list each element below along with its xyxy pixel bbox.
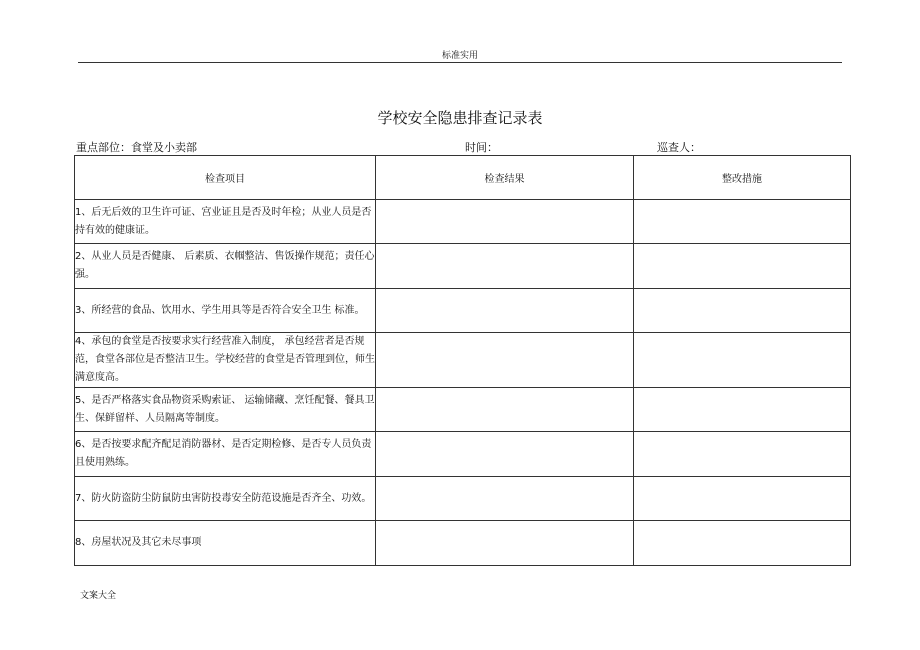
table-row (75, 477, 851, 521)
measure-cell[interactable] (634, 477, 851, 521)
measure-cell[interactable] (634, 388, 851, 432)
inspection-item: 2、从业人员是否健康、 后素质、衣帼整洁、售饭操作规范；责任心强。 (75, 244, 376, 289)
location-label: 重点部位：食堂及小卖部 (76, 141, 197, 154)
table-row (75, 289, 851, 333)
measure-cell[interactable] (634, 289, 851, 333)
inspection-item: 1、后无后效的卫生许可证、宫业证且是否及时年检；从业人员是否持有效的健康证。 (75, 200, 376, 244)
table-row (75, 333, 851, 388)
result-cell[interactable] (376, 244, 634, 289)
result-cell[interactable] (376, 521, 634, 566)
column-header-item: 检查项目 (75, 156, 376, 200)
table-row (75, 432, 851, 477)
result-cell[interactable] (376, 388, 634, 432)
table-row (75, 388, 851, 432)
inspection-item: 3、所经营的食品、饮用水、学生用具等是否符合安全卫生 标准。 (75, 289, 376, 333)
result-cell[interactable] (376, 432, 634, 477)
inspection-item: 5、是否严格落实食品物资采购索证、 运输储藏、烹饪配餐、餐具卫生、保鲜留样、人员隔离等制度。 (75, 388, 376, 432)
inspection-item: 6、是否按要求配齐配足消防器材、是否定期检修、是否专人员负责且使用熟练。 (75, 432, 376, 477)
page-footer: 文案大全 (80, 591, 117, 601)
column-header-measure: 整改措施 (634, 156, 851, 200)
inspection-item: 4、承包的食堂是否按要求实行经营准入制度， 承包经营者是否规范，食堂各部位是否整洁卫生。学校经营的食堂是否管理到位，师生满意度高。 (75, 333, 376, 388)
inspection-item: 7、防火防盗防尘防鼠防虫害防投毒安全防范设施是否齐全、功效。 (75, 477, 376, 521)
measure-cell[interactable] (634, 432, 851, 477)
column-header-result: 检查结果 (376, 156, 634, 200)
result-cell[interactable] (376, 333, 634, 388)
table-header-row (75, 156, 851, 200)
inspector-label: 巡查人： (657, 141, 701, 154)
result-cell[interactable] (376, 477, 634, 521)
table-row (75, 200, 851, 244)
measure-cell[interactable] (634, 333, 851, 388)
document-title: 学校安全隐患排查记录表 (377, 109, 543, 127)
inspection-record-table (74, 155, 851, 566)
inspection-item: 8、房屋状况及其它未尽事项 (75, 521, 376, 566)
table-row (75, 244, 851, 289)
measure-cell[interactable] (634, 244, 851, 289)
result-cell[interactable] (376, 200, 634, 244)
table-row (75, 521, 851, 566)
measure-cell[interactable] (634, 200, 851, 244)
header-divider (78, 62, 842, 63)
result-cell[interactable] (376, 289, 634, 333)
page-header: 标准实用 (441, 51, 478, 61)
measure-cell[interactable] (634, 521, 851, 566)
time-label: 时间： (465, 141, 498, 154)
